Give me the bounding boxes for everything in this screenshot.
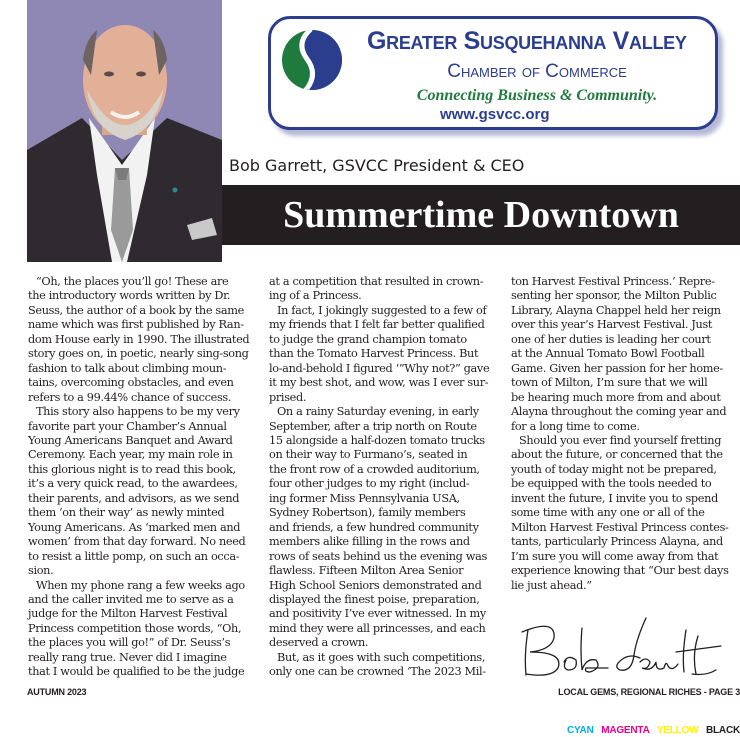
article-line: to resist a little pomp, on such an occa- <box>28 549 240 563</box>
article-column-1 <box>28 275 260 680</box>
page-footer: LOCAL GEMS, REGIONAL RICHES - PAGE 3 <box>558 687 740 697</box>
article-line: In fact, I jokingly suggested to a few of <box>277 303 487 317</box>
article-line: This story also happens to be my very <box>36 405 240 419</box>
article-line: I’m sure you will come away from that <box>511 549 719 563</box>
article-line: September, after a trip north on Route <box>269 419 477 433</box>
article-column-3 <box>511 275 740 593</box>
byline: Bob Garrett, GSVCC President & CEO <box>229 156 525 175</box>
article-line: women’ from that day forward. No need <box>28 535 246 549</box>
article-line: favorite part your Chamber’s Annual <box>28 419 227 433</box>
article-line: Should you ever find yourself fretting <box>519 433 722 447</box>
article-line: Young Americans. As ‘marked men and <box>28 520 241 534</box>
article-line: When my phone rang a few weeks ago <box>36 578 245 592</box>
article-line: the front row of a crowded auditorium, <box>269 462 480 476</box>
article-line: really rang true. Never did I imagine <box>28 650 227 664</box>
cmyk-black-label: BLACK <box>706 725 740 736</box>
article-line: it’s a very quick read, to the awardees, <box>28 477 238 491</box>
portrait-image <box>27 0 222 262</box>
article-line: their parents, and advisors, as we send <box>28 491 240 505</box>
article-line: at a competition that resulted in crown- <box>269 275 484 288</box>
article-line: Ceremony. Each year, my main role in <box>28 448 233 462</box>
article-line: members alike filling in the rows and <box>269 535 470 549</box>
article-line: for a long time to come. <box>511 419 640 433</box>
article-line: about the future, or concerned that the <box>511 448 723 462</box>
article-line: High School Seniors demonstrated and <box>269 578 482 592</box>
article-line: ton Harvest Festival Princess.’ Repre- <box>511 275 715 288</box>
article-line: youth of today might not be prepared, <box>511 462 717 476</box>
article-column-2 <box>269 275 501 680</box>
article-line: tains, overcoming obstacles, and even <box>28 376 234 390</box>
article-line: Milton Harvest Festival Princess contes- <box>511 520 729 534</box>
article-line: than the Tomato Harvest Princess. But <box>269 347 479 361</box>
article-line: displayed the finest poise, preparation, <box>269 592 480 606</box>
logo-tagline: Connecting Business & Community. <box>416 87 658 104</box>
article-line: tants, particularly Princess Alayna, and <box>511 535 723 549</box>
article-line: over this year’s Harvest Festival. Just <box>511 318 713 332</box>
article-line: “Oh, the places you’ll go! These are <box>36 275 229 288</box>
article-line: 15 alongside a half-dozen tomato trucks <box>269 433 485 447</box>
logo-title: Greater Susquehanna Valley <box>367 27 687 55</box>
article-line: dom House early in 1990. The illustrated <box>28 332 250 346</box>
article-line: Game. Given her passion for her home- <box>511 361 723 375</box>
article-line: be hearing much more from and about <box>511 390 721 404</box>
article-line: story goes on, in poetic, nearly sing-song <box>28 347 249 361</box>
signature-image <box>516 610 726 685</box>
author-portrait <box>27 0 222 262</box>
article-line: deserved a crown. <box>269 636 369 650</box>
article-line: at the Annual Tomato Bowl Football <box>511 347 705 361</box>
article-line: prised. <box>269 390 307 404</box>
article-line: my friends that I felt far better qualified <box>269 318 485 332</box>
article-line: only one can be crowned ‘The 2023 Mil- <box>269 665 486 679</box>
cmyk-color-bar <box>562 725 740 736</box>
article-line: flawless. Fifteen Milton Area Senior <box>269 564 464 578</box>
article-line: and friends, a few hundred community <box>269 520 479 534</box>
cmyk-yellow-label: YELLOW <box>656 725 699 736</box>
article-line: Sydney Robertson), family members <box>269 506 466 520</box>
article-line: But, as it goes with such competitions, <box>277 650 486 664</box>
article-line: senting her sponsor, the Milton Public <box>511 289 717 303</box>
article-line: Seuss, the author of a book by the same <box>28 303 244 317</box>
article-line: and the caller invited me to serve as a <box>28 592 234 606</box>
article-line: the introductory words written by Dr. <box>28 289 231 303</box>
article-line: and positivity I’ve ever witnessed. In my <box>269 607 486 621</box>
article-line: this glorious night is to read this book, <box>28 462 236 476</box>
article-line: it my best shot, and wow, was I ever sur- <box>269 376 489 390</box>
article-line: Young Americans Banquet and Award <box>28 433 233 447</box>
article-line: to judge the grand champion tomato <box>269 332 467 346</box>
cmyk-cyan-label: CYAN <box>566 725 594 736</box>
article-line: be equipped with the tools needed to <box>511 477 712 491</box>
article-line: the places you will go!” of Dr. Seuss’s <box>28 636 231 650</box>
gsvcc-logo <box>268 16 718 130</box>
article-line: Alayna throughout the coming year and <box>511 405 727 419</box>
article-line: them ‘on their way’ as newly minted <box>28 506 225 520</box>
article-line: Library, Alayna Chappel held her reign <box>511 303 721 317</box>
article-line: some time with any one or all of the <box>511 506 705 520</box>
article-line: Princess competition those words, “Oh, <box>28 621 242 635</box>
article-line: ing of a Princess. <box>269 289 362 303</box>
article-line: refers to a 99.44% chance of success. <box>28 390 232 404</box>
article-line: four other judges to my right (includ- <box>269 477 470 491</box>
article-line: judge for the Milton Harvest Festival <box>28 607 228 621</box>
cmyk-magenta-label: MAGENTA <box>601 725 650 736</box>
article-line: on their way to Furmano’s, seated in <box>269 448 468 462</box>
article-line: sion. <box>28 564 54 578</box>
article-line: rows of seats behind us the evening was <box>269 549 487 563</box>
logo-subtitle: Chamber of Commerce <box>447 61 627 82</box>
headline: Summertime Downtown <box>283 194 679 236</box>
article-line: town of Milton, I’m sure that we will <box>511 376 708 390</box>
headline-banner <box>222 185 740 245</box>
article-line: ing former Miss Pennsylvania USA, <box>269 491 460 505</box>
article-line: On a rainy Saturday evening, in early <box>277 405 479 419</box>
article-line: lo-and-behold I figured ‘”Why not?” gave <box>269 361 490 375</box>
article-line: fashion to talk about climbing moun- <box>28 361 227 375</box>
article-line: experience knowing that “Our best days <box>511 564 729 578</box>
article-line: name which was first published by Ran- <box>28 318 244 332</box>
article-line: lie just ahead.” <box>511 578 592 592</box>
logo-url-link[interactable]: www.gsvcc.org <box>440 106 550 123</box>
issue-date: AUTUMN 2023 <box>27 687 87 697</box>
article-line: one of her duties is leading her court <box>511 332 711 346</box>
article-line: mind they were all princesses, and each <box>269 621 486 635</box>
article-line: that I would be qualified to be the judge <box>28 665 245 679</box>
article-line: invent the future, I invite you to spend <box>511 491 718 505</box>
